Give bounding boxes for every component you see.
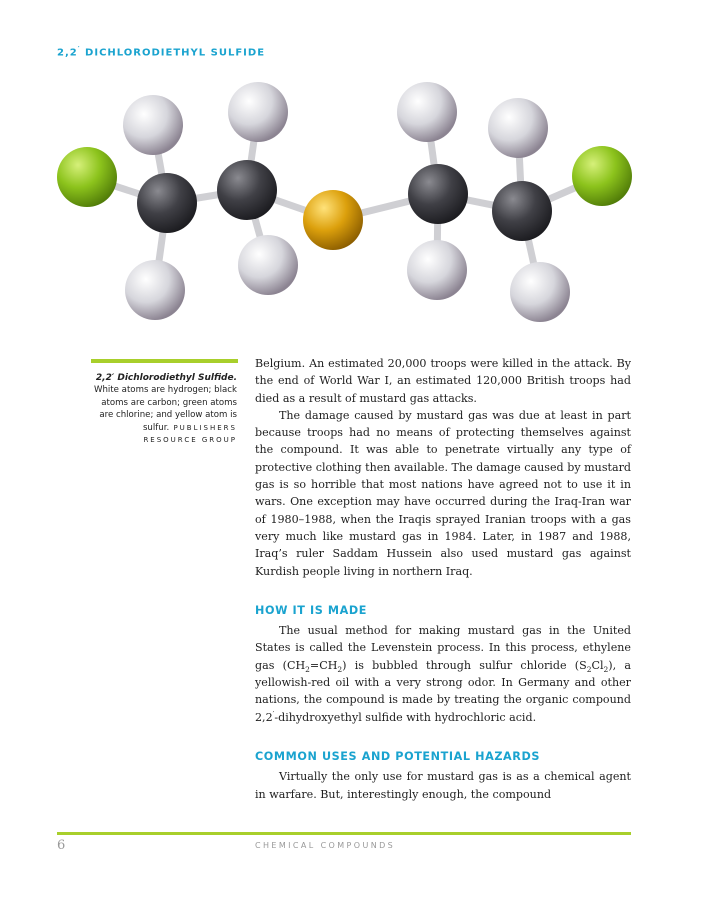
running-head-prime: ′ bbox=[77, 45, 81, 53]
page-number: 6 bbox=[57, 838, 66, 853]
hydrogen-atom bbox=[510, 262, 570, 322]
hydrogen-atom bbox=[228, 82, 288, 142]
chlorine-atom bbox=[57, 147, 117, 207]
section-heading: HOW IT IS MADE bbox=[255, 603, 368, 617]
molecule-illustration bbox=[0, 70, 705, 350]
section-heading: COMMON USES AND POTENTIAL HAZARDS bbox=[255, 749, 541, 763]
footer-book-title: CHEMICAL COMPOUNDS bbox=[255, 841, 396, 850]
hydrogen-atom bbox=[125, 260, 185, 320]
carbon-atom bbox=[137, 173, 197, 233]
figure-caption bbox=[91, 372, 237, 446]
carbon-atom bbox=[492, 181, 552, 241]
atoms bbox=[57, 82, 632, 322]
hydrogen-atom bbox=[238, 235, 298, 295]
hydrogen-atom bbox=[123, 95, 183, 155]
carbon-atom bbox=[408, 164, 468, 224]
chlorine-atom bbox=[572, 146, 632, 206]
running-head-part: DICHLORODIETHYL SULFIDE bbox=[80, 47, 266, 59]
paragraph: The damage caused by mustard gas was due at least in part because troops had no means of protecting themselves against the compound. It was able to penetrate virtually any type of protective clothing then available. The damage caused by mustard gas is so horrible that most nations have agreed not to use it in wars. One exception may have occurred during the Iraq-Iran war of 1980–1988, when the Iraqis sprayed Iranian troops with a gas very much like mustard gas in 1984. Later, in 1987 and 1988, Iraq’s ruler Saddam Hussein also used mustard gas against Kurdish people living in northern Iraq. bbox=[255, 408, 631, 578]
hydrogen-atom bbox=[488, 98, 548, 158]
paragraph: The usual method for making mustard gas in the United States is called the Levenstein process. In this process, ethylene gas $(CH_2=CH_2)$ is bubbled through sulfur chloride $(S_2Cl_2)$, a yellowish-red oil with a very strong odor. In Germany and other nations, the compound is made by treating the organic compound 2,2′-dihydroxyethyl sulfide with hydrochloric acid. bbox=[255, 624, 631, 724]
body-text bbox=[255, 355, 631, 803]
running-head bbox=[57, 45, 265, 58]
sulfur-atom bbox=[303, 190, 363, 250]
paragraph: Belgium. An estimated 20,000 troops were killed in the attack. By the end of World War I, an estimated 120,000 British troops had died as a result of mustard gas attacks. bbox=[255, 357, 631, 405]
caption-body: White atoms are hydrogen; black atoms are carbon; green atoms are chlorine; and yellow atom is sulfur. bbox=[93, 385, 237, 433]
caption-credit: PUBLISHERS RESOURCE GROUP bbox=[143, 423, 237, 445]
caption-title: 2,2′ Dichlorodiethyl Sulfide. bbox=[95, 373, 237, 383]
running-head-part: 2,2 bbox=[57, 47, 78, 59]
hydrogen-atom bbox=[407, 240, 467, 300]
sidebar-rule bbox=[91, 359, 238, 363]
carbon-atom bbox=[217, 160, 277, 220]
paragraph: Virtually the only use for mustard gas is as a chemical agent in warfare. But, interestingly enough, the compound bbox=[255, 770, 631, 801]
footer-rule bbox=[57, 832, 631, 835]
hydrogen-atom bbox=[397, 82, 457, 142]
